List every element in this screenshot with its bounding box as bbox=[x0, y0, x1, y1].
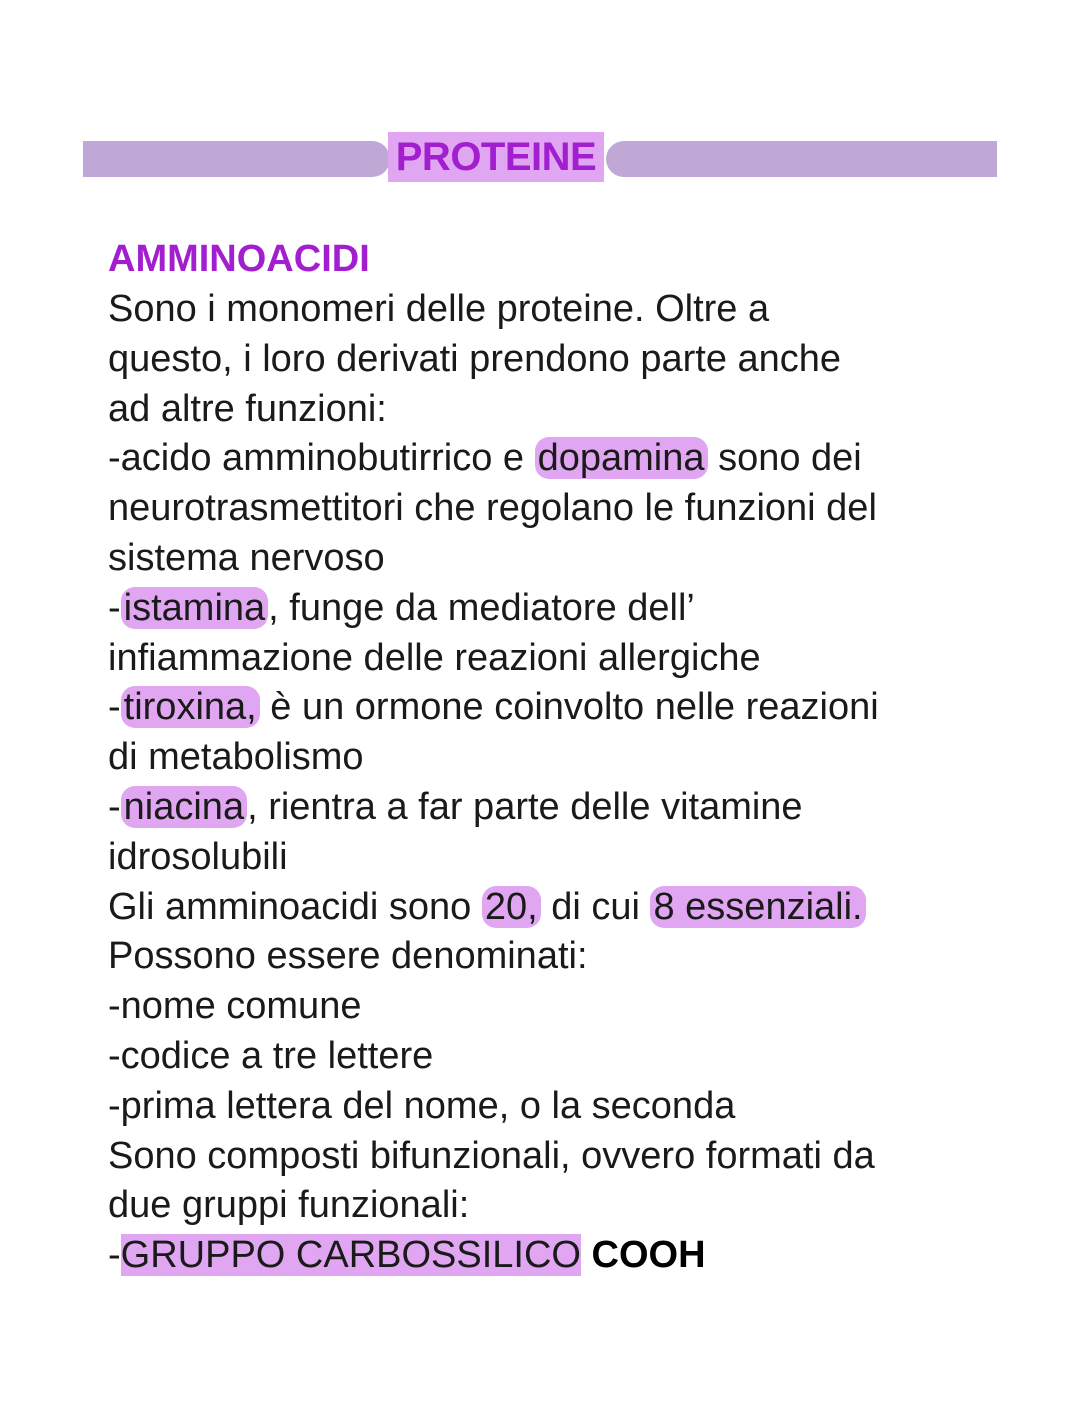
section-heading: AMMINOACIDI bbox=[108, 238, 370, 280]
text-line: due gruppi funzionali: bbox=[108, 1184, 470, 1227]
highlight-niacina: niacina bbox=[121, 786, 247, 828]
text-line: Sono i monomeri delle proteine. Oltre a bbox=[108, 288, 770, 330]
highlight-8-essenziali: 8 essenziali. bbox=[650, 886, 865, 928]
text-line: -tiroxina, è un ormone coinvolto nelle reazioni bbox=[108, 686, 879, 729]
text-line: -prima lettera del nome, o la seconda bbox=[108, 1084, 736, 1127]
text-line: -istamina, funge da mediatore dell’ bbox=[108, 586, 695, 629]
text-line: -niacina, rientra a far parte delle vitamine bbox=[108, 785, 803, 828]
text-line: Possono essere denominati: bbox=[108, 935, 588, 978]
text-line: questo, i loro derivati prendono parte anche bbox=[108, 337, 842, 380]
highlight-20: 20, bbox=[482, 886, 541, 928]
text-line: sistema nervoso bbox=[108, 536, 385, 579]
text-line: Gli amminoacidi sono 20, di cui 8 essenziali. bbox=[108, 883, 1008, 933]
highlight-gruppo-carbossilico: GRUPPO CARBOSSILICO bbox=[120, 1234, 581, 1277]
text-line: infiammazione delle reazioni allergiche bbox=[108, 636, 761, 679]
text-line: Sono composti bifunzionali, ovvero formati da bbox=[108, 1134, 875, 1177]
text-line: -acido amminobutirrico e dopamina sono dei bbox=[108, 437, 862, 480]
text-line: di metabolismo bbox=[108, 736, 364, 779]
text-line: -nome comune bbox=[108, 985, 362, 1028]
highlight-dopamina: dopamina bbox=[535, 437, 708, 479]
text-line: ad altre funzioni: bbox=[108, 387, 387, 430]
text-line: -codice a tre lettere bbox=[108, 1034, 434, 1077]
text-line: -GRUPPO CARBOSSILICO COOH bbox=[108, 1234, 706, 1277]
title-bar-right bbox=[606, 141, 997, 177]
highlight-tiroxina: tiroxina, bbox=[121, 686, 260, 728]
title-bar-left bbox=[83, 141, 390, 177]
highlight-istamina: istamina bbox=[121, 587, 269, 629]
text-line: idrosolubili bbox=[108, 835, 288, 878]
title-row bbox=[0, 0, 1080, 200]
text-line: neurotrasmettitori che regolano le funzioni del bbox=[108, 487, 877, 530]
document-body bbox=[108, 233, 1008, 1281]
formula-cooh: COOH bbox=[580, 1234, 706, 1277]
page-title: PROTEINE bbox=[388, 132, 604, 182]
